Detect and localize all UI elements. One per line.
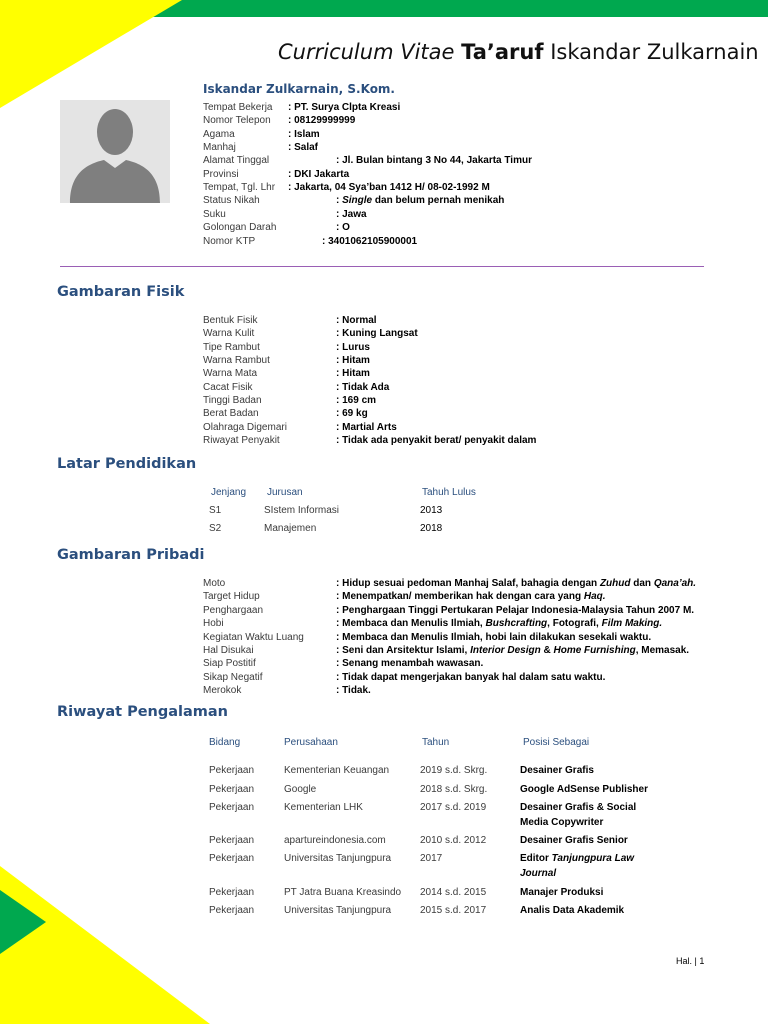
pengalaman-bidang: Pekerjaan bbox=[209, 887, 255, 898]
text-segment: : Membaca dan Menulis Ilmiah, bbox=[336, 618, 486, 630]
identity-value: : DKI Jakarta bbox=[288, 168, 350, 180]
pribadi-value bbox=[336, 590, 606, 603]
pengalaman-posisi bbox=[520, 833, 628, 848]
section-divider bbox=[60, 266, 704, 267]
pendidikan-header: Jurusan bbox=[267, 487, 303, 498]
identity-value-italic: Single bbox=[342, 195, 373, 207]
pengalaman-tahun: 2018 s.d. Skrg. bbox=[420, 784, 488, 795]
pengalaman-perusahaan: Kementerian Keuangan bbox=[284, 765, 390, 776]
text-segment: : Hidup sesuai pedoman Manhaj Salaf, bahagia dengan bbox=[336, 578, 600, 589]
pengalaman-header: Bidang bbox=[209, 737, 241, 748]
fisik-label: Warna Mata bbox=[203, 368, 258, 380]
fisik-value: : Normal bbox=[336, 315, 377, 326]
pribadi-value bbox=[336, 684, 371, 697]
pendidikan-cell: SIstem Informasi bbox=[264, 505, 340, 516]
text-segment: Haq. bbox=[583, 591, 606, 603]
identity-value: : 08129999999 bbox=[288, 115, 356, 127]
pengalaman-tahun: 2010 s.d. 2012 bbox=[420, 835, 487, 846]
identity-label: Tempat Bekerja bbox=[203, 102, 273, 113]
fisik-label: Cacat Fisik bbox=[203, 381, 253, 393]
pengalaman-tahun: 2015 s.d. 2017 bbox=[420, 905, 487, 916]
pengalaman-header: Tahun bbox=[422, 737, 450, 748]
top-left-yellow-triangle bbox=[0, 0, 182, 108]
pengalaman-bidang: Pekerjaan bbox=[209, 905, 255, 916]
pengalaman-perusahaan: Google bbox=[284, 784, 317, 795]
pengalaman-bidang: Pekerjaan bbox=[209, 835, 255, 846]
pengalaman-posisi bbox=[520, 800, 636, 830]
pengalaman-perusahaan: apartureindonesia.com bbox=[284, 835, 386, 846]
pendidikan-header: Jenjang bbox=[211, 487, 247, 498]
text-segment: Media Copywriter bbox=[520, 817, 604, 828]
fisik-label: Bentuk Fisik bbox=[203, 315, 258, 326]
text-segment: Manajer Produksi bbox=[520, 887, 604, 898]
identity-value: : Salaf bbox=[288, 142, 319, 154]
fisik-label: Berat Badan bbox=[203, 408, 259, 420]
text-segment: Journal bbox=[520, 868, 557, 879]
pengalaman-header: Posisi Sebagai bbox=[523, 737, 590, 748]
fisik-label: Warna Kulit bbox=[203, 328, 255, 340]
identity-label: Agama bbox=[203, 128, 235, 140]
fisik-value: : Martial Arts bbox=[336, 421, 397, 433]
text-segment: Analis Data Akademik bbox=[520, 905, 625, 916]
text-segment: Film Making. bbox=[601, 618, 663, 630]
page-title bbox=[278, 40, 759, 64]
text-segment: : Seni dan Arsitektur Islami, bbox=[336, 645, 471, 656]
text-segment: : Menempatkan/ memberikan hak dengan cara yang bbox=[336, 591, 584, 603]
text-segment: Interior Design bbox=[470, 645, 541, 656]
pendidikan-cell: 2013 bbox=[420, 505, 443, 516]
pengalaman-bidang: Pekerjaan bbox=[209, 784, 255, 795]
pribadi-label: Kegiatan Waktu Luang bbox=[203, 631, 304, 643]
title-name: Iskandar Zulkarnain bbox=[550, 40, 759, 64]
pribadi-value bbox=[336, 644, 689, 657]
pribadi-label: Siap Postitif bbox=[203, 658, 256, 670]
posisi-line bbox=[520, 833, 628, 848]
text-segment: Qana’ah. bbox=[653, 578, 697, 589]
pribadi-label: Merokok bbox=[203, 685, 242, 697]
pribadi-label: Moto bbox=[203, 578, 226, 589]
text-segment: Google AdSense Publisher bbox=[520, 784, 648, 795]
identity-label: Suku bbox=[203, 208, 226, 220]
pribadi-value bbox=[336, 671, 605, 684]
identity-value: : 3401062105900001 bbox=[322, 235, 418, 247]
identity-value bbox=[336, 194, 504, 207]
pengalaman-bidang: Pekerjaan bbox=[209, 853, 255, 864]
pengalaman-posisi bbox=[520, 851, 634, 881]
fisik-label: Tipe Rambut bbox=[203, 341, 260, 353]
pengalaman-posisi bbox=[520, 782, 648, 797]
fisik-value: : Kuning Langsat bbox=[336, 328, 418, 340]
pengalaman-perusahaan: Universitas Tanjungpura bbox=[284, 853, 392, 864]
identity-value: : Jakarta, 04 Sya’ban 1412 H/ 08-02-1992 M bbox=[288, 182, 490, 194]
identity-value-prefix: : bbox=[336, 195, 343, 207]
pengalaman-perusahaan: Kementerian LHK bbox=[284, 802, 363, 813]
section-title-pribadi: Gambaran Pribadi bbox=[57, 547, 205, 563]
pribadi-value bbox=[336, 657, 483, 670]
text-segment: Desainer Grafis & Social bbox=[520, 802, 637, 813]
pribadi-label: Hal Disukai bbox=[203, 645, 254, 656]
pribadi-value bbox=[336, 604, 694, 617]
pendidikan-cell: S2 bbox=[209, 523, 222, 534]
posisi-line bbox=[520, 885, 603, 900]
pengalaman-tahun: 2019 s.d. Skrg. bbox=[420, 765, 488, 776]
pribadi-value bbox=[336, 617, 662, 630]
pengalaman-perusahaan: PT Jatra Buana Kreasindo bbox=[284, 887, 402, 898]
posisi-line bbox=[520, 866, 634, 881]
pribadi-label: Hobi bbox=[203, 618, 224, 630]
fisik-value: : 69 kg bbox=[336, 408, 368, 420]
fisik-value: : 169 cm bbox=[336, 395, 377, 407]
pendidikan-cell: 2018 bbox=[420, 523, 443, 534]
text-segment: Tanjungpura Law bbox=[551, 853, 635, 864]
pribadi-label: Target Hidup bbox=[203, 591, 260, 603]
pengalaman-tahun: 2017 s.d. 2019 bbox=[420, 802, 487, 813]
text-segment: , Memasak. bbox=[635, 645, 690, 656]
title-bold: Ta’aruf bbox=[461, 40, 544, 64]
identity-label: Nomor KTP bbox=[203, 235, 256, 247]
text-segment: : Penghargaan Tinggi Pertukaran Pelajar Indonesia-Malaysia Tahun 2007 M. bbox=[336, 604, 695, 616]
section-title-fisik: Gambaran Fisik bbox=[57, 284, 185, 300]
page-number: Hal. | 1 bbox=[676, 956, 705, 966]
posisi-line bbox=[520, 782, 648, 797]
pengalaman-posisi bbox=[520, 763, 594, 778]
pendidikan-cell: S1 bbox=[209, 505, 222, 516]
bottom-yellow-triangle bbox=[0, 866, 210, 1024]
text-segment: Desainer Grafis Senior bbox=[520, 835, 628, 846]
fisik-label: Tinggi Badan bbox=[203, 395, 262, 407]
fisik-value: : Hitam bbox=[336, 368, 370, 380]
pengalaman-posisi bbox=[520, 885, 603, 900]
section-title-pengalaman: Riwayat Pengalaman bbox=[57, 704, 229, 720]
identity-value-suffix: dan belum pernah menikah bbox=[372, 195, 505, 207]
identity-label: Nomor Telepon bbox=[203, 115, 271, 127]
pribadi-label: Penghargaan bbox=[203, 604, 264, 616]
fisik-value: : Hitam bbox=[336, 355, 370, 367]
identity-label: Tempat, Tgl. Lhr bbox=[203, 182, 276, 194]
profile-name: Iskandar Zulkarnain, S.Kom. bbox=[203, 82, 395, 96]
text-segment: Editor bbox=[520, 853, 552, 864]
text-segment: : Membaca dan Menulis Ilmiah, hobi lain dilakukan sesekali waktu. bbox=[336, 631, 652, 643]
pengalaman-bidang: Pekerjaan bbox=[209, 802, 255, 813]
fisik-value: : Tidak ada penyakit berat/ penyakit dalam bbox=[336, 435, 537, 447]
identity-label: Golongan Darah bbox=[203, 222, 277, 234]
identity-value: : PT. Surya Clpta Kreasi bbox=[288, 102, 401, 113]
text-segment: dan bbox=[630, 578, 654, 589]
pengalaman-perusahaan: Universitas Tanjungpura bbox=[284, 905, 392, 916]
person-silhouette-icon bbox=[60, 100, 170, 203]
fisik-value: : Lurus bbox=[336, 341, 370, 353]
pengalaman-tahun: 2017 bbox=[420, 853, 443, 864]
identity-value: : Jl. Bulan bintang 3 No 44, Jakarta Timur bbox=[336, 155, 532, 167]
text-segment: : Tidak. bbox=[336, 685, 371, 697]
title-prefix: Curriculum Vitae bbox=[278, 40, 455, 64]
posisi-line bbox=[520, 800, 636, 815]
text-segment: , Fotografi, bbox=[547, 618, 602, 630]
pribadi-label: Sikap Negatif bbox=[203, 671, 263, 683]
posisi-line bbox=[520, 815, 636, 830]
pendidikan-header: Tahuh Lulus bbox=[422, 487, 476, 498]
bottom-decoration bbox=[0, 860, 220, 1024]
identity-label: Manhaj bbox=[203, 142, 236, 154]
text-segment: & bbox=[540, 645, 554, 656]
top-green-bar bbox=[150, 0, 768, 17]
text-segment: Zuhud bbox=[599, 578, 631, 589]
pengalaman-header: Perusahaan bbox=[284, 737, 338, 748]
identity-label: Status Nikah bbox=[203, 195, 260, 207]
fisik-label: Riwayat Penyakit bbox=[203, 435, 280, 447]
posisi-line bbox=[520, 763, 594, 778]
pendidikan-cell: Manajemen bbox=[264, 523, 317, 534]
identity-value: : Jawa bbox=[336, 208, 367, 220]
text-segment: Home Furnishing bbox=[553, 645, 636, 656]
fisik-label: Olahraga Digemari bbox=[203, 421, 287, 433]
pengalaman-posisi bbox=[520, 903, 624, 918]
identity-value: : Islam bbox=[288, 128, 320, 140]
pengalaman-tahun: 2014 s.d. 2015 bbox=[420, 887, 487, 898]
pribadi-value bbox=[336, 631, 651, 644]
pengalaman-bidang: Pekerjaan bbox=[209, 765, 255, 776]
section-title-pendidikan: Latar Pendidikan bbox=[57, 456, 197, 472]
identity-label: Alamat Tinggal bbox=[203, 155, 270, 167]
fisik-label: Warna Rambut bbox=[203, 355, 270, 367]
identity-value: : O bbox=[336, 222, 350, 234]
text-segment: : Tidak dapat mengerjakan banyak hal dalam satu waktu. bbox=[336, 671, 606, 683]
posisi-line bbox=[520, 903, 624, 918]
fisik-value: : Tidak Ada bbox=[336, 381, 390, 393]
pribadi-value bbox=[336, 577, 696, 590]
text-segment: Bushcrafting bbox=[485, 618, 548, 630]
text-segment: Desainer Grafis bbox=[520, 765, 594, 776]
text-segment: : Senang menambah wawasan. bbox=[336, 658, 484, 670]
identity-label: Provinsi bbox=[203, 168, 239, 180]
posisi-line bbox=[520, 851, 634, 866]
